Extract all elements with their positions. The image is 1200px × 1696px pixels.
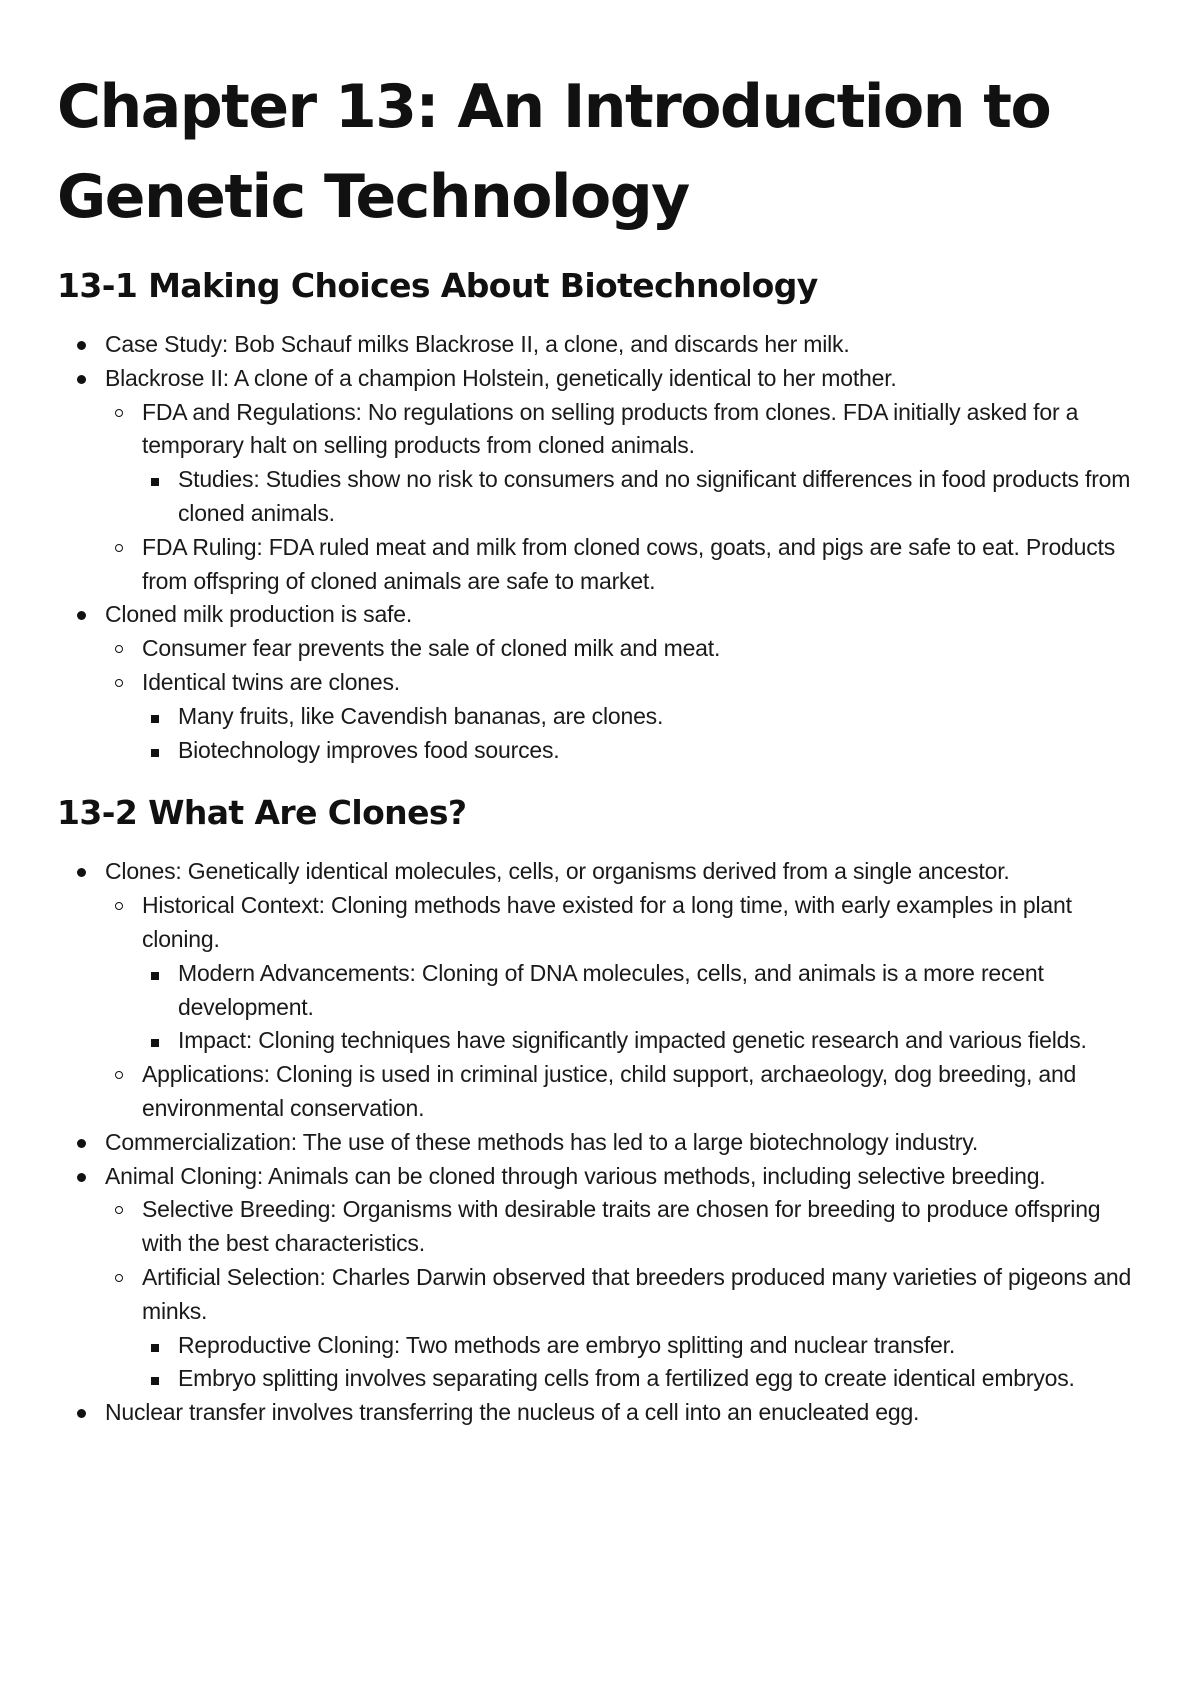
list-item-text: Impact: Cloning techniques have significantly impacted genetic research and various fields.	[178, 1027, 1087, 1054]
bullet-list	[57, 328, 1144, 767]
list-item-text: Studies: Studies show no risk to consumers and no significant differences in food products from cloned animals.	[178, 466, 1131, 526]
list-item	[57, 855, 1144, 1125]
list-item	[57, 328, 1144, 362]
section-heading: 13-1 Making Choices About Biotechnology	[57, 266, 818, 305]
list-item-text: Clones: Genetically identical molecules, cells, or organisms derived from a single ancestor.	[105, 858, 1010, 885]
list-item	[142, 1329, 1144, 1363]
list-item	[142, 1362, 1144, 1396]
page-title: Chapter 13: An Introduction to Genetic Technology	[57, 72, 1051, 232]
list-item	[57, 598, 1144, 767]
list-item-text: Historical Context: Cloning methods have existed for a long time, with early examples in plant cloning.	[142, 892, 1072, 952]
list-item-text: Commercialization: The use of these methods has led to a large biotechnology industry.	[105, 1128, 979, 1155]
sub-bullet-list	[105, 1193, 1144, 1396]
list-item-text: Selective Breeding: Organisms with desirable traits are chosen for breeding to produce offspring with the best characteristics.	[142, 1196, 1101, 1257]
sub-bullet-list	[105, 632, 1144, 767]
list-item	[142, 463, 1144, 531]
list-item-text: Biotechnology improves food sources.	[178, 736, 560, 763]
list-item-text: Nuclear transfer involves transferring the nucleus of a cell into an enucleated egg.	[105, 1399, 920, 1426]
sub-sub-bullet-list	[142, 700, 1144, 768]
sub-sub-bullet-list	[142, 957, 1144, 1058]
list-item	[105, 666, 1144, 767]
list-item-text: Case Study: Bob Schauf milks Blackrose II, a clone, and discards her milk.	[105, 331, 850, 357]
list-item-text: FDA and Regulations: No regulations on selling products from clones. FDA initially asked for a temporary halt on selling products from cloned animals.	[142, 398, 1079, 459]
list-item-text: Embryo splitting involves separating cells from a fertilized egg to create identical embryos.	[178, 1365, 1075, 1392]
list-item-text: FDA Ruling: FDA ruled meat and milk from cloned cows, goats, and pigs are safe to eat. Products from offspring of cloned animals are safe to market.	[142, 533, 1116, 594]
sub-bullet-list	[105, 889, 1144, 1126]
list-item	[105, 1058, 1144, 1126]
list-item	[105, 889, 1144, 1058]
list-item-text: Applications: Cloning is used in criminal justice, child support, archaeology, dog breeding, and environmental conservation.	[142, 1061, 1077, 1121]
list-item	[105, 396, 1144, 531]
list-item-text: Artificial Selection: Charles Darwin observed that breeders produced many varieties of pigeons and minks.	[142, 1263, 1132, 1324]
list-item-text: Modern Advancements: Cloning of DNA molecules, cells, and animals is a more recent development.	[178, 959, 1044, 1020]
list-item	[105, 531, 1144, 599]
list-item	[142, 700, 1144, 734]
list-item-text: Animal Cloning: Animals can be cloned through various methods, including selective breeding.	[105, 1162, 1046, 1189]
list-item-text: Many fruits, like Cavendish bananas, are clones.	[178, 702, 664, 729]
list-item	[105, 1261, 1144, 1396]
list-item	[142, 957, 1144, 1025]
sub-sub-bullet-list	[142, 1329, 1144, 1397]
list-item	[57, 1160, 1144, 1397]
section-heading: 13-2 What Are Clones?	[57, 793, 467, 833]
list-item	[142, 734, 1144, 768]
list-item-text: Consumer fear prevents the sale of cloned milk and meat.	[142, 635, 721, 662]
list-item	[57, 1126, 1144, 1160]
list-item	[105, 632, 1144, 666]
list-item-text: Identical twins are clones.	[142, 668, 400, 695]
list-item	[57, 362, 1144, 599]
bullet-list	[57, 855, 1144, 1430]
list-item	[142, 1024, 1144, 1058]
sub-bullet-list	[105, 396, 1144, 599]
list-item-text: Reproductive Cloning: Two methods are embryo splitting and nuclear transfer.	[178, 1331, 956, 1358]
list-item	[57, 1396, 1144, 1430]
list-item-text: Cloned milk production is safe.	[105, 601, 413, 628]
list-item-text: Blackrose II: A clone of a champion Holstein, genetically identical to her mother.	[105, 364, 897, 391]
list-item	[105, 1193, 1144, 1261]
sub-sub-bullet-list	[142, 463, 1144, 531]
